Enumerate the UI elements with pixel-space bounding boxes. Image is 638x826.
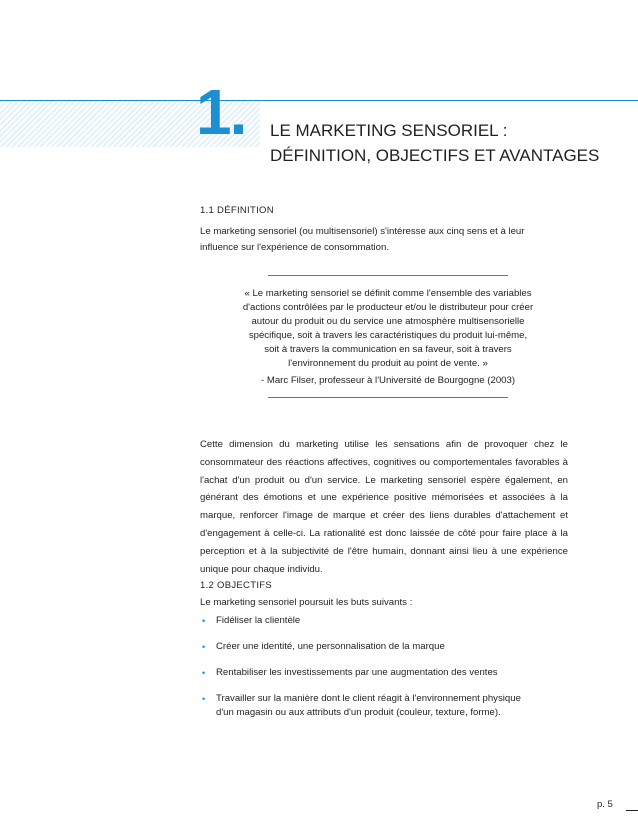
- quote-line: autour du produit ou du service une atmosphère multisensorielle: [251, 316, 525, 328]
- objectives-list: [200, 614, 580, 732]
- list-item-text: Fidéliser la clientèle: [216, 615, 301, 626]
- quote-line: l'environnement du produit au point de vente. »: [288, 358, 488, 370]
- quote-line: « Le marketing sensoriel se définit comme l'ensemble des variables: [244, 288, 532, 299]
- bullet-icon: •: [202, 616, 206, 626]
- page-number: p. 5: [597, 799, 613, 810]
- list-item-text: d'un magasin ou aux attributs d'un produit (couleur, texture, forme).: [216, 707, 501, 718]
- chapter-title-line-1: LE MARKETING SENSORIEL :: [270, 121, 508, 140]
- section-heading-definition: 1.1 DÉFINITION: [200, 205, 274, 216]
- bullet-icon: •: [202, 642, 206, 652]
- bullet-icon: •: [202, 694, 206, 704]
- chapter-number: 1.: [196, 76, 246, 148]
- quote-line: spécifique, soit à travers les caractéristiques du produit lui-même,: [248, 330, 528, 342]
- chapter-title-line-2: DÉFINITION, OBJECTIFS ET AVANTAGES: [270, 146, 600, 165]
- objectives-intro: Le marketing sensoriel poursuit les buts suivants :: [200, 597, 413, 608]
- definition-intro-line-2: influence sur l'expérience de consommation.: [200, 242, 390, 253]
- quote-top-rule: [268, 275, 508, 276]
- chapter-title: [270, 118, 610, 168]
- page-number-rule: [626, 810, 638, 811]
- definition-body: Cette dimension du marketing utilise les sensations afin de provoquer chez le consommateur des réactions affectives, cognitives ou comportementales favorables à l'achat d'un produit ou d'un service. Le marketing sensoriel espère également, en générant des émotions et une expérience positive mémorisées et associées à la marque, renforcer l'image de marque et créer des liens durables d'attachement et d'engagement à celle-ci. La rationalité est donc laissée de côté pour faire place à la perception et à la subjectivité de l'être humain, donnant ainsi lieu à une expérience unique pour chaque individu.: [200, 439, 568, 575]
- list-item-text: Travailler sur la manière dont le client réagit à l'environnement physique: [216, 693, 521, 704]
- definition-quote: [200, 287, 576, 372]
- quote-line: soit à travers la communication en sa faveur, soit à travers: [264, 344, 512, 356]
- definition-intro: [200, 224, 568, 256]
- quote-line: d'actions contrôlées par le producteur et/ou le distributeur pour créer: [242, 302, 534, 314]
- list-item-text: Créer une identité, une personnalisation de la marque: [216, 641, 445, 652]
- list-item-text: Rentabiliser les investissements par une augmentation des ventes: [216, 667, 498, 678]
- quote-author: - Marc Filser, professeur à l'Université de Bourgogne (2003): [260, 375, 516, 386]
- section-heading-objectives: 1.2 OBJECTIFS: [200, 580, 273, 591]
- list-item: [200, 692, 580, 720]
- quote-bottom-rule: [268, 397, 508, 398]
- list-item: [200, 614, 580, 628]
- bullet-icon: •: [202, 668, 206, 678]
- list-item: [200, 640, 580, 654]
- definition-intro-line-1: Le marketing sensoriel (ou multisensoriel) s'intéresse aux cinq sens et à leur: [200, 226, 525, 237]
- list-item: [200, 666, 580, 680]
